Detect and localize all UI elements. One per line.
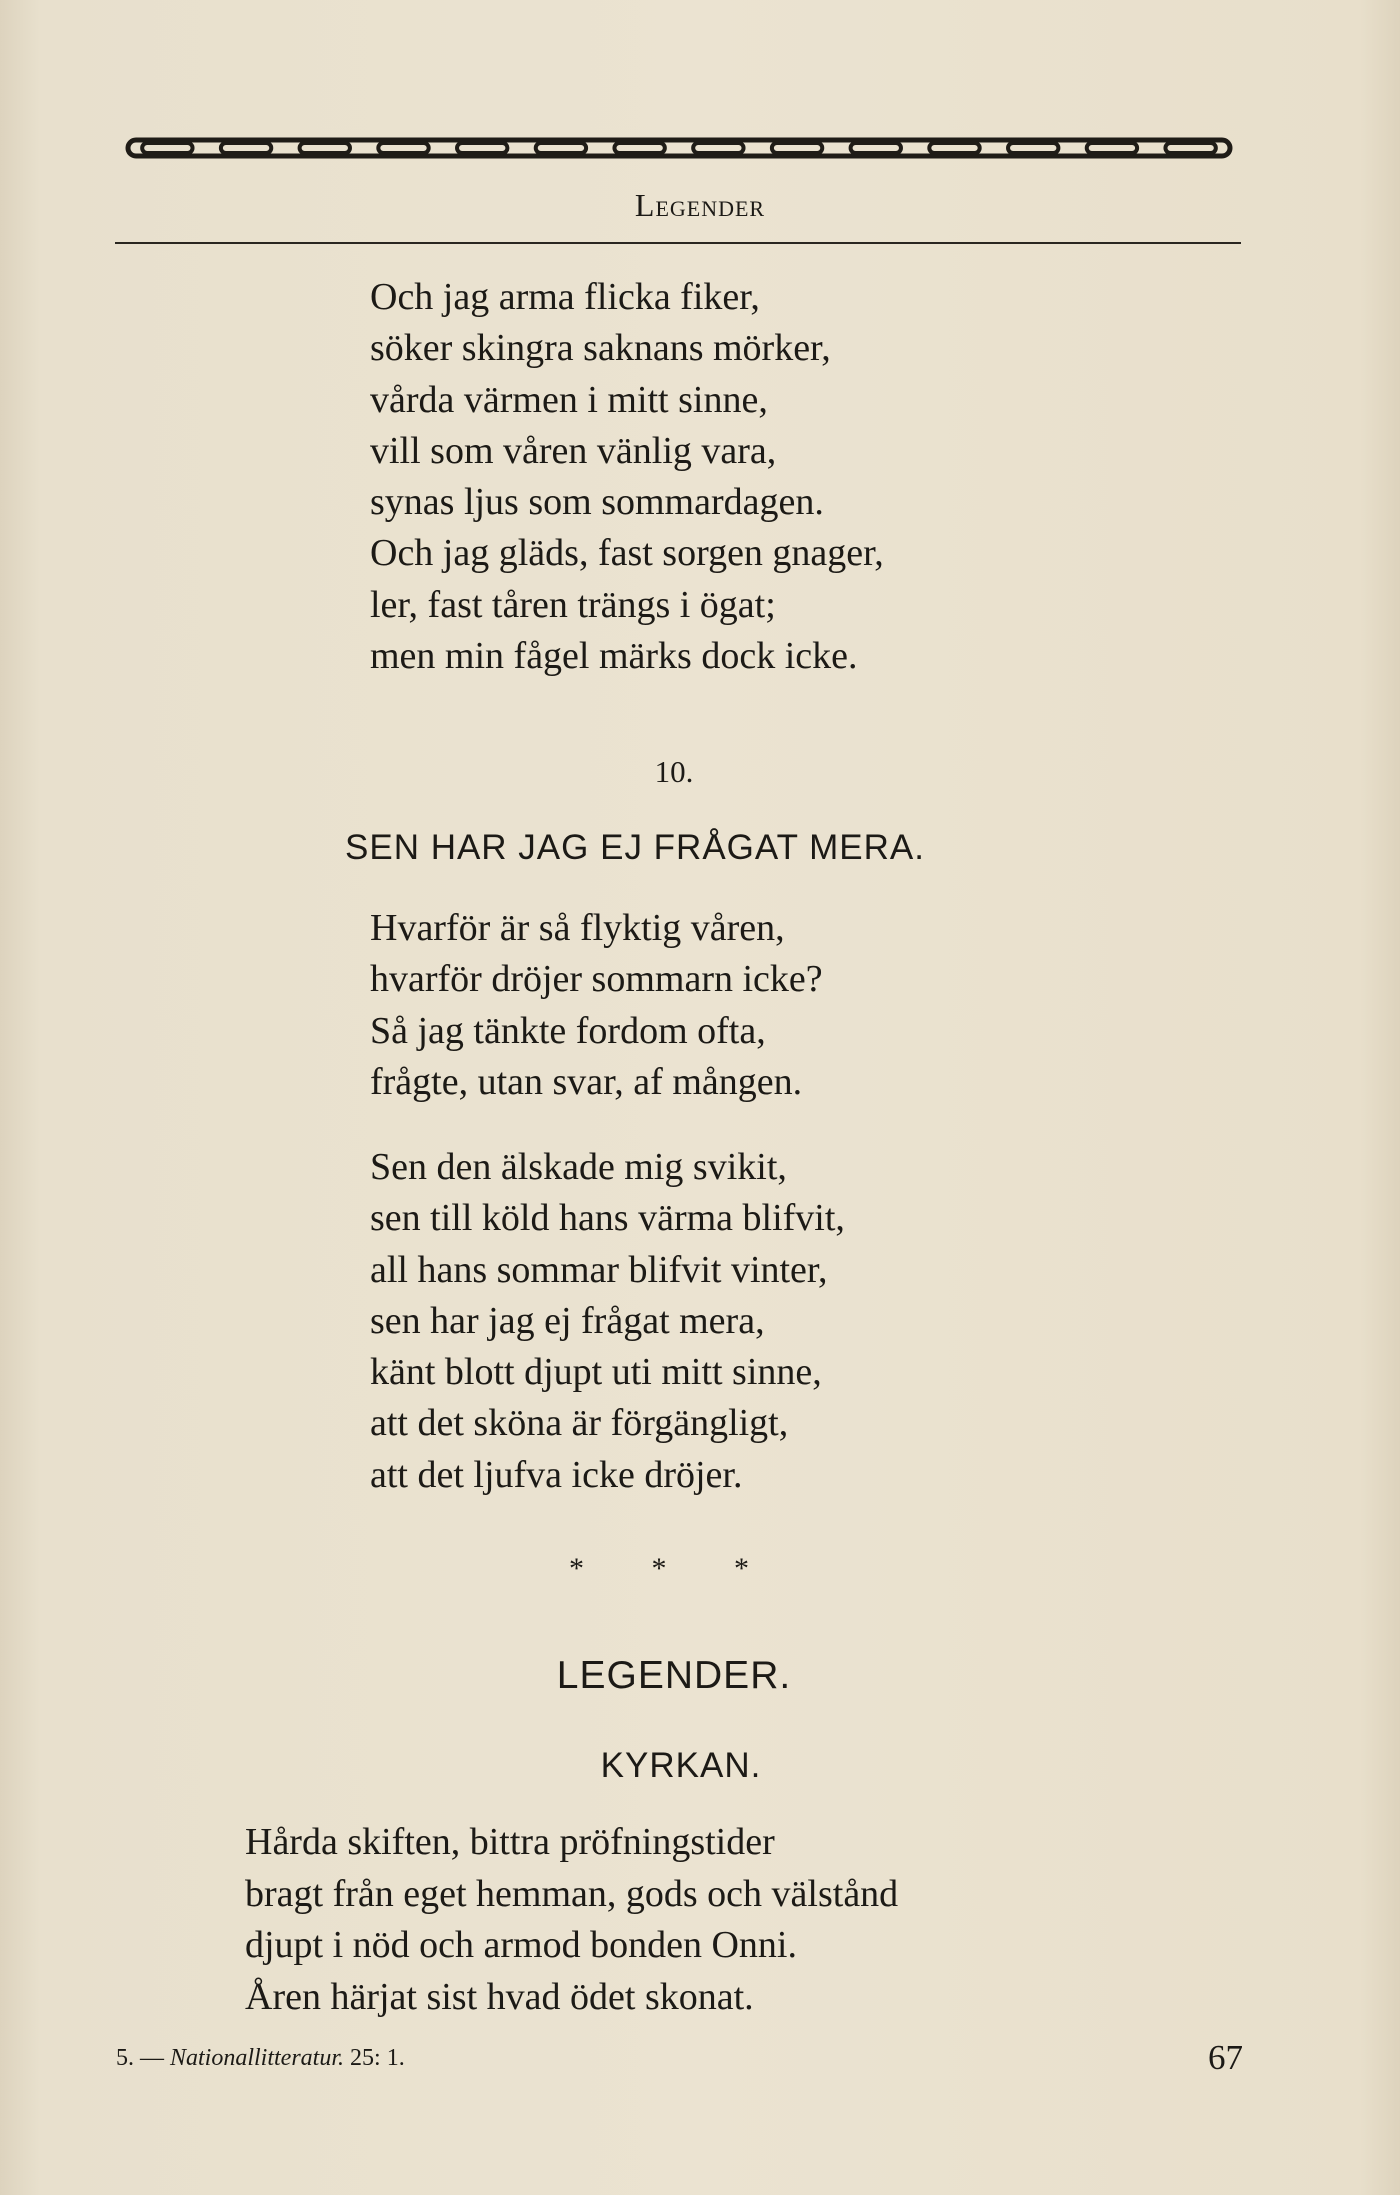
ornament-link [851, 143, 901, 153]
verse-line: frågte, utan svar, af mången. [370, 1060, 803, 1103]
signature-prefix: 5. — [116, 2045, 164, 2071]
ornament-link [772, 143, 822, 153]
poem-title: SEN HAR JAG EJ FRÅGAT MERA. [345, 828, 925, 867]
printer-signature [116, 2045, 405, 2072]
header-rule [115, 242, 1241, 244]
verse-line: söker skingra saknans mörker, [370, 327, 831, 370]
verse-line: känt blott djupt uti mitt sinne, [370, 1351, 822, 1394]
verse-line: ler, fast tåren trängs i ögat; [370, 583, 776, 626]
verse-line: men min fågel märks dock icke. [370, 635, 858, 678]
stanza-3 [370, 1142, 845, 1501]
verse-line: sen har jag ej frågat mera, [370, 1299, 765, 1342]
verse-line: att det ljufva icke dröjer. [370, 1453, 743, 1496]
legend-title: KYRKAN. [600, 1746, 762, 1785]
verse-line: djupt i nöd och armod bonden Onni. [245, 1924, 797, 1966]
ornament-link [457, 143, 507, 153]
ornament-link [693, 143, 743, 153]
verse-line: att det sköna är förgängligt, [370, 1402, 789, 1445]
ornament-link [614, 143, 664, 153]
verse-line: Så jag tänkte fordom ofta, [370, 1009, 766, 1052]
verse-line: sen till köld hans värma blifvit, [370, 1197, 845, 1240]
series-name: Nationallitteratur. [170, 2045, 345, 2071]
verse-line: Sen den älskade mig svikit, [370, 1146, 787, 1188]
verse-line: bragt från eget hemman, gods och välstånd [245, 1872, 899, 1915]
ornament-link [1165, 143, 1215, 153]
page-number: 67 [1208, 2038, 1243, 2077]
verse-line: Åren härjat sist hvad ödet skonat. [245, 1975, 754, 2018]
section-heading: LEGENDER. [556, 1654, 792, 1697]
ornament-link [300, 143, 350, 153]
ornamental-border [120, 133, 1238, 163]
stanza-1 [370, 272, 884, 682]
verse-line: all hans sommar blifvit vinter, [370, 1248, 828, 1291]
volume-number: 25: 1. [350, 2045, 405, 2071]
ornament-link [536, 143, 586, 153]
ornament-link [1008, 143, 1058, 153]
poem-number: 10. [654, 754, 694, 789]
verse-line: Och jag gläds, fast sorgen gnager, [370, 532, 884, 575]
ornament-link [378, 143, 428, 153]
ornament-link [929, 143, 979, 153]
stanza-2 [370, 903, 823, 1108]
stanza-4 [245, 1817, 898, 2023]
ornament-link [221, 143, 271, 153]
verse-line: Hårda skiften, bittra pröfningstider [245, 1821, 775, 1863]
verse-line: hvarför dröjer sommarn icke? [370, 958, 823, 1001]
section-divider-asterisks: * * * [569, 1552, 779, 1585]
ornament-link [142, 143, 192, 153]
verse-line: vårda värmen i mitt sinne, [370, 378, 768, 421]
verse-line: vill som våren vänlig vara, [370, 429, 777, 472]
verse-line: Och jag arma flicka fiker, [370, 276, 760, 318]
ornament-link [1087, 143, 1137, 153]
running-head: Legender [634, 187, 766, 223]
verse-line: synas ljus som sommardagen. [370, 481, 824, 524]
verse-line: Hvarför är så flyktig våren, [370, 907, 785, 949]
